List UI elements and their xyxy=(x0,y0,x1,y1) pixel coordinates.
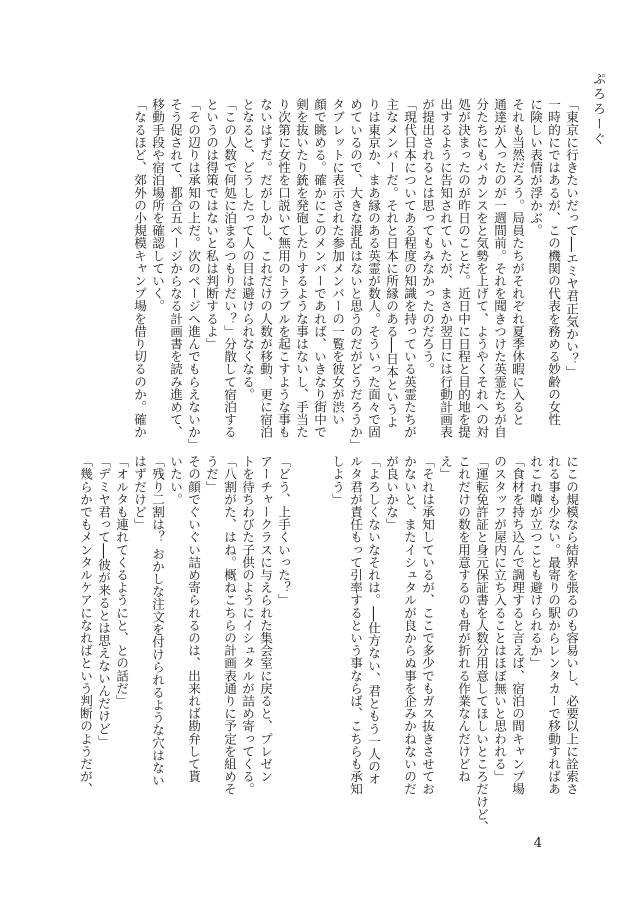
text-line: え」 xyxy=(438,455,453,481)
text-line: り次第に女性を口説いて無用のトラブルを起こすような事も xyxy=(276,98,291,439)
text-line: りは東京か、まあ縁のある英霊が数人。そういった面々で固 xyxy=(366,98,381,439)
text-line: れこれ噂が立つことも避けられるか」 xyxy=(528,455,543,670)
text-line: 顔で眺める。確かにこのメンバーであれば、いきなり街中で xyxy=(312,98,327,439)
text-line: 一時的にではあるが、この機関の代表を務める妙齢の女性 xyxy=(546,98,561,426)
text-line: めているので、大きな混乱はないと思うのだがどうだろうか」 xyxy=(348,98,363,451)
text-line: のスタッフが屋内に立ち入ることはほぼ無いと思われる」 xyxy=(492,455,507,783)
text-line: 剣を抜いたり銃を発砲したりするような事はないし、手当た xyxy=(294,98,309,439)
text-line: タブレットに表示された参加メンバーの一覧を彼女が渋い xyxy=(330,98,345,426)
text-line: うだ」 xyxy=(204,455,219,493)
text-line: それも当然だろう。局員たちがそれぞれ夏季休暇に入ると xyxy=(510,98,525,426)
text-line: 「どう、上手くいった？」 xyxy=(276,455,291,607)
text-line: 出するように告知されていたが、まさか翌日には行動計画表 xyxy=(438,98,453,439)
text-line: ルタ君が責任もって引率するという事ならば、こちらも承知 xyxy=(348,455,363,796)
text-line: に険しい表情が浮かぶ。 xyxy=(528,98,543,237)
text-line: いたい。 xyxy=(168,455,183,506)
text-line xyxy=(292,455,310,797)
bottom-text-block xyxy=(78,455,580,833)
text-line: にこの規模なら結界を張るのも容易いし、必要以上に詮索さ xyxy=(564,455,579,796)
text-line: 「幾らかでもメンタルケアになればという判断のようだが、 xyxy=(78,455,93,796)
text-line: 「この人数で何処に泊まるつもりだい？」分散して宿泊する xyxy=(222,98,237,439)
text-line: 「東京に行きたいだって──エミヤ君正気かい？」 xyxy=(564,98,579,378)
text-line: 「八割がた、はね。概ねこちらの計画表通りに予定を組めそ xyxy=(222,455,237,796)
text-line: しよう」 xyxy=(330,455,345,506)
text-line: 「食材を持ち込んで調理すると言えば、宿泊の間キャンプ場 xyxy=(510,455,525,796)
text-line: 「よろしくないなそれは。──仕方ない、君ともう一人のオ xyxy=(366,455,381,786)
text-line: これだけの数を用意するのも骨が折れる作業なんだけどね xyxy=(456,455,471,783)
text-line: 「なるほど、郊外の小規模キャンプ場を借り切るのか。確か xyxy=(132,98,147,439)
text-line xyxy=(310,455,328,797)
text-line: 分たちにもバカンスをと気勢を上げて、ようやくそれへの対 xyxy=(474,98,489,439)
text-line: れる事も少ない。最寄りの駅からレンタカーで移動すればあ xyxy=(546,455,561,796)
text-line: 「その辺りは承知の上だ。次のページへ進んでもらえないか」 xyxy=(186,98,201,451)
page-number: 4 xyxy=(533,836,542,851)
text-line: その顔でぐいぐい詰め寄られるのは、出来れば勘弁して貰 xyxy=(186,455,201,783)
text-line: 通達が入ったのが一週間前。それを聞きつけた英霊たちが自 xyxy=(492,98,507,439)
text-line: トを待ちわびた子供のようにイシュタルが詰め寄ってくる。 xyxy=(240,455,255,796)
text-line: 「オルタも連れてくるようにと、との話だ」 xyxy=(114,455,129,707)
text-line: かないと、またイシュタルが良からぬ事を企みかねないのだ xyxy=(402,455,417,796)
text-line: 「現代日本についてある程度の知識を持っている英霊たちが xyxy=(402,98,417,439)
text-line: 移動手段や宿泊場所を確認していく。 xyxy=(150,98,165,313)
text-line: が提出されるとは思ってもみなかったのだろう。 xyxy=(420,98,435,376)
chapter-title: ぷろろーぐ xyxy=(590,72,605,147)
text-line: というのは得策ではないと私は判断するよ」 xyxy=(204,98,219,350)
text-line: 処が決まったのが昨日のことだ。近日中に日程と目的地を提 xyxy=(456,98,471,439)
text-line: 「運転免許証と身元保証書を人数分用意してほしいところだけど、 xyxy=(474,455,489,833)
text-line: 「デミヤ君って──彼が来るとは思えないんだけど」 xyxy=(96,455,111,748)
text-line: アーチャークラスに与えられた集会室に戻ると、プレゼン xyxy=(258,455,273,783)
text-line: 「残り二割は？ おかしな注文を付けられるような穴はない xyxy=(150,455,165,787)
text-line: 主なメンバーだ。それと日本に所縁のある──日本というよ xyxy=(384,98,399,429)
text-line: はずだけど」 xyxy=(132,455,147,531)
text-line: ないはずだ。だがしかし、これだけの人数が移動、更に宿泊 xyxy=(258,98,273,439)
text-line: 「それは承知しているが、ここで多少でもガス抜きさせてお xyxy=(420,455,435,796)
text-line: が良いかな」 xyxy=(384,455,399,531)
text-line: となると、どうしたって人の目は避けられなくなる。 xyxy=(240,98,255,401)
top-text-block xyxy=(110,98,580,451)
text-line: そう促されて、都合五ページからなる計画書を読み進めて、 xyxy=(168,98,183,439)
